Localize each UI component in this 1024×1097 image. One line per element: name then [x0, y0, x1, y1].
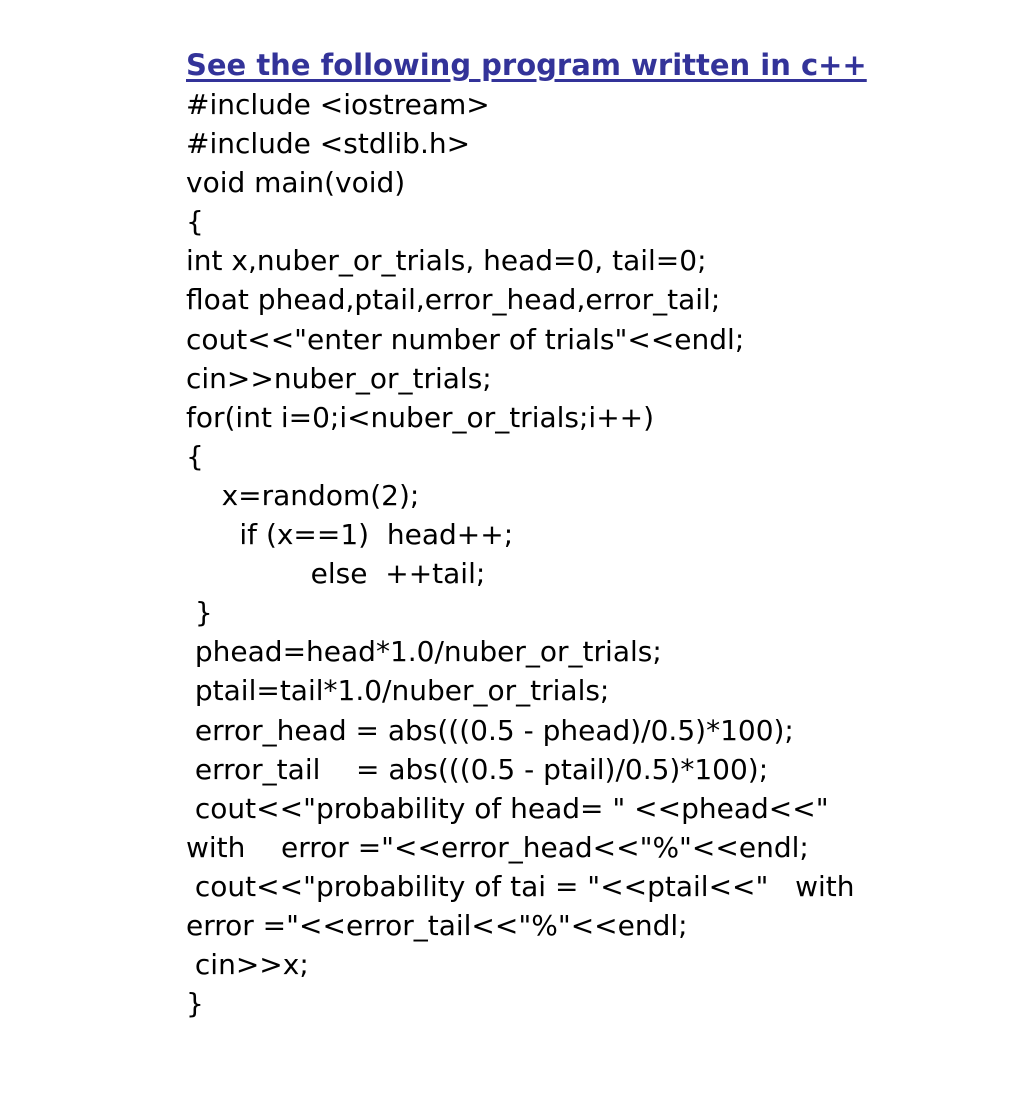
code-line: phead=head*1.0/nuber_or_trials;	[186, 635, 662, 669]
code-line: with error ="<<error_head<<"%"<<endl;	[186, 830, 809, 864]
code-line: int x,nuber_or_trials, head=0, tail=0;	[186, 244, 707, 278]
code-line: float phead,ptail,error_head,error_tail;	[186, 283, 721, 317]
document	[186, 46, 986, 1023]
code-line: error_tail = abs(((0.5 - ptail)/0.5)*100);	[186, 752, 769, 786]
code-line: ptail=tail*1.0/nuber_or_trials;	[186, 674, 610, 708]
code-line: cout<<"probability of head= " <<phead<<"	[186, 791, 829, 825]
code-line: cout<<"enter number of trials"<<endl;	[186, 322, 745, 356]
code-line: #include <iostream>	[186, 88, 490, 121]
code-line: {	[186, 205, 204, 239]
code-line: cout<<"probability of tai = "<<ptail<<" with	[186, 869, 855, 903]
code-line: error ="<<error_tail<<"%"<<endl;	[186, 908, 688, 942]
code-line: void main(void)	[186, 166, 406, 200]
code-line: for(int i=0;i<nuber_or_trials;i++)	[186, 400, 655, 434]
code-line: }	[186, 596, 213, 630]
code-line: {	[186, 439, 204, 473]
code-line: error_head = abs(((0.5 - phead)/0.5)*100);	[186, 713, 794, 747]
code-block	[186, 85, 986, 1023]
document-title: See the following program written in c++	[186, 48, 867, 82]
code-line: x=random(2);	[186, 478, 420, 512]
code-line: #include <stdlib.h>	[186, 127, 471, 161]
code-line: cin>>x;	[186, 948, 309, 982]
code-line: if (x==1) head++;	[186, 518, 514, 552]
code-line: }	[186, 987, 204, 1021]
code-line: cin>>nuber_or_trials;	[186, 361, 492, 395]
code-line: else ++tail;	[186, 557, 486, 591]
